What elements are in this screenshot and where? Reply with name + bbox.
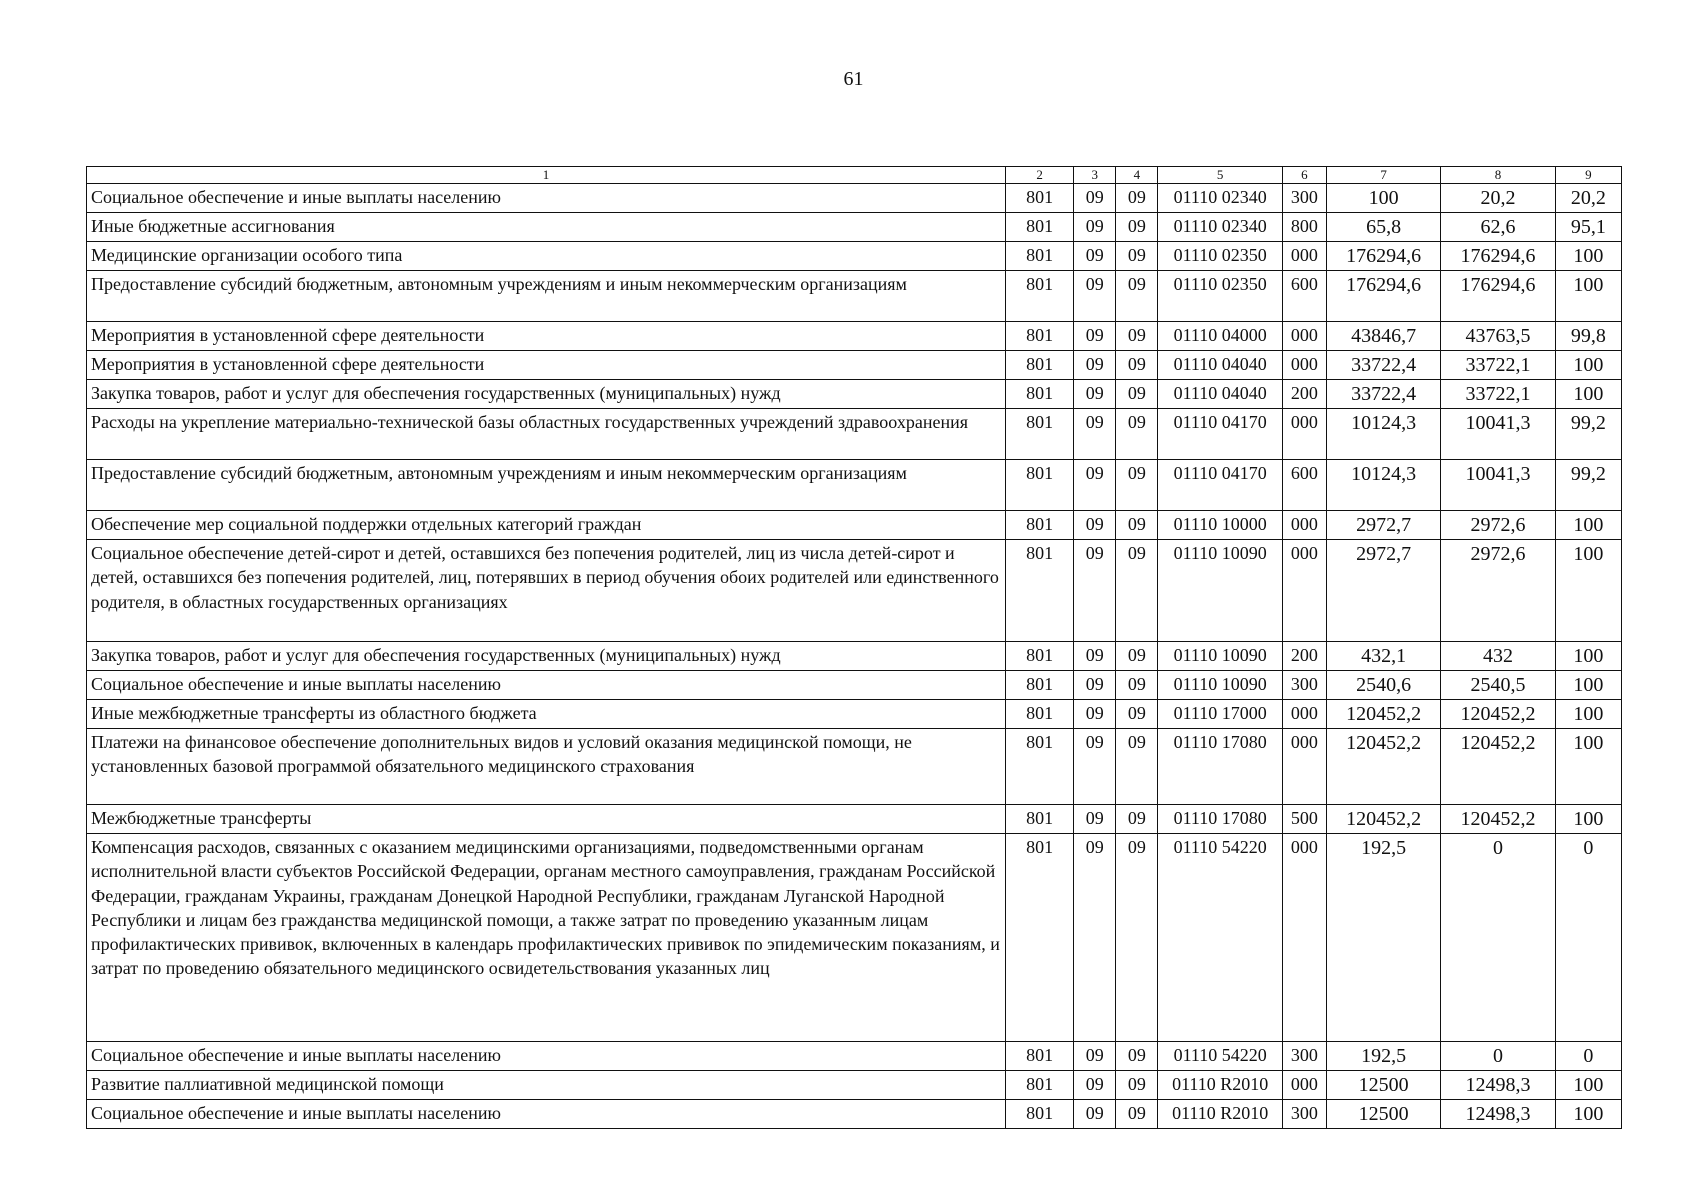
executed-amount: 43763,5 <box>1441 322 1555 351</box>
executed-amount: 62,6 <box>1441 213 1555 242</box>
page-number: 61 <box>843 68 864 90</box>
target-article-code: 01110 10090 <box>1158 642 1282 671</box>
table-row <box>87 271 1622 322</box>
planned-amount: 192,5 <box>1326 1042 1440 1071</box>
subsection-code: 09 <box>1116 671 1158 700</box>
chapter-code: 801 <box>1005 540 1073 642</box>
row-name: Обеспечение мер социальной поддержки отдельных категорий граждан <box>87 511 1006 540</box>
target-article-code: 01110 10000 <box>1158 511 1282 540</box>
chapter-code: 801 <box>1005 1100 1073 1129</box>
execution-percent: 99,8 <box>1555 322 1621 351</box>
chapter-code: 801 <box>1005 671 1073 700</box>
planned-amount: 2540,6 <box>1326 671 1440 700</box>
planned-amount: 12500 <box>1326 1071 1440 1100</box>
target-article-code: 01110 04040 <box>1158 380 1282 409</box>
expense-type-code: 200 <box>1282 642 1326 671</box>
execution-percent: 100 <box>1555 540 1621 642</box>
section-code: 09 <box>1074 184 1116 213</box>
subsection-code: 09 <box>1116 380 1158 409</box>
section-code: 09 <box>1074 1071 1116 1100</box>
planned-amount: 120452,2 <box>1326 729 1440 805</box>
section-code: 09 <box>1074 642 1116 671</box>
subsection-code: 09 <box>1116 242 1158 271</box>
section-code: 09 <box>1074 540 1116 642</box>
row-name: Компенсация расходов, связанных с оказанием медицинскими организациями, подведомственными органам исполнительной власти субъектов Российской Федерации, органам местного самоуправления, гражданам Российской Федерации, гражданам Украины, гражданам Донецкой Народной Республики, гражданам Луганской Народной Республики и лицам без гражданства медицинской помощи, а также затрат по проведению указанным лицам профилактических прививок, включенных в календарь профилактических прививок по эпидемическим показаниям, и затрат по проведению обязательного медицинского освидетельствования указанных лиц <box>87 834 1006 1042</box>
section-code: 09 <box>1074 511 1116 540</box>
subsection-code: 09 <box>1116 213 1158 242</box>
chapter-code: 801 <box>1005 729 1073 805</box>
target-article-code: 01110 10090 <box>1158 671 1282 700</box>
execution-percent: 100 <box>1555 642 1621 671</box>
expense-type-code: 000 <box>1282 1071 1326 1100</box>
execution-percent: 99,2 <box>1555 460 1621 511</box>
row-name: Социальное обеспечение и иные выплаты населению <box>87 671 1006 700</box>
target-article-code: 01110 10090 <box>1158 540 1282 642</box>
planned-amount: 10124,3 <box>1326 409 1440 460</box>
row-name: Социальное обеспечение и иные выплаты населению <box>87 1100 1006 1129</box>
subsection-code: 09 <box>1116 642 1158 671</box>
execution-percent: 100 <box>1555 1100 1621 1129</box>
subsection-code: 09 <box>1116 834 1158 1042</box>
row-name: Развитие паллиативной медицинской помощи <box>87 1071 1006 1100</box>
executed-amount: 0 <box>1441 1042 1555 1071</box>
row-name: Социальное обеспечение и иные выплаты населению <box>87 184 1006 213</box>
section-code: 09 <box>1074 351 1116 380</box>
chapter-code: 801 <box>1005 242 1073 271</box>
execution-percent: 100 <box>1555 271 1621 322</box>
subsection-code: 09 <box>1116 460 1158 511</box>
planned-amount: 10124,3 <box>1326 460 1440 511</box>
executed-amount: 10041,3 <box>1441 460 1555 511</box>
table-row <box>87 700 1622 729</box>
table-row <box>87 671 1622 700</box>
row-name: Медицинские организации особого типа <box>87 242 1006 271</box>
chapter-code: 801 <box>1005 460 1073 511</box>
chapter-code: 801 <box>1005 805 1073 834</box>
budget-table <box>86 166 1622 1129</box>
chapter-code: 801 <box>1005 511 1073 540</box>
execution-percent: 100 <box>1555 805 1621 834</box>
planned-amount: 33722,4 <box>1326 351 1440 380</box>
table-row <box>87 1100 1622 1129</box>
chapter-code: 801 <box>1005 213 1073 242</box>
section-code: 09 <box>1074 1042 1116 1071</box>
subsection-code: 09 <box>1116 1071 1158 1100</box>
executed-amount: 2972,6 <box>1441 511 1555 540</box>
table-row <box>87 1071 1622 1100</box>
subsection-code: 09 <box>1116 351 1158 380</box>
section-code: 09 <box>1074 460 1116 511</box>
expense-type-code: 000 <box>1282 409 1326 460</box>
execution-percent: 0 <box>1555 834 1621 1042</box>
table-row <box>87 834 1622 1042</box>
execution-percent: 20,2 <box>1555 184 1621 213</box>
chapter-code: 801 <box>1005 642 1073 671</box>
executed-amount: 120452,2 <box>1441 805 1555 834</box>
chapter-code: 801 <box>1005 1042 1073 1071</box>
row-name: Межбюджетные трансферты <box>87 805 1006 834</box>
expense-type-code: 000 <box>1282 729 1326 805</box>
target-article-code: 01110 04000 <box>1158 322 1282 351</box>
execution-percent: 100 <box>1555 351 1621 380</box>
target-article-code: 01110 R2010 <box>1158 1100 1282 1129</box>
column-header: 5 <box>1158 167 1282 184</box>
expense-type-code: 200 <box>1282 380 1326 409</box>
planned-amount: 2972,7 <box>1326 540 1440 642</box>
chapter-code: 801 <box>1005 409 1073 460</box>
execution-percent: 100 <box>1555 700 1621 729</box>
executed-amount: 120452,2 <box>1441 729 1555 805</box>
row-name: Социальное обеспечение детей-сирот и детей, оставшихся без попечения родителей, лиц из числа детей-сирот и детей, оставшихся без попечения родителей, лиц, потерявших в период обучения обоих родителей или единственного родителя, в областных государственных организациях <box>87 540 1006 642</box>
expense-type-code: 600 <box>1282 271 1326 322</box>
executed-amount: 33722,1 <box>1441 351 1555 380</box>
subsection-code: 09 <box>1116 805 1158 834</box>
expense-type-code: 300 <box>1282 1042 1326 1071</box>
expense-type-code: 000 <box>1282 351 1326 380</box>
row-name: Расходы на укрепление материально-технической базы областных государственных учреждений здравоохранения <box>87 409 1006 460</box>
table-row <box>87 213 1622 242</box>
target-article-code: 01110 17000 <box>1158 700 1282 729</box>
executed-amount: 10041,3 <box>1441 409 1555 460</box>
executed-amount: 12498,3 <box>1441 1100 1555 1129</box>
subsection-code: 09 <box>1116 409 1158 460</box>
execution-percent: 100 <box>1555 511 1621 540</box>
expense-type-code: 000 <box>1282 242 1326 271</box>
subsection-code: 09 <box>1116 271 1158 322</box>
target-article-code: 01110 04040 <box>1158 351 1282 380</box>
table-row <box>87 184 1622 213</box>
table-row <box>87 242 1622 271</box>
expense-type-code: 300 <box>1282 184 1326 213</box>
chapter-code: 801 <box>1005 351 1073 380</box>
column-header: 7 <box>1326 167 1440 184</box>
planned-amount: 432,1 <box>1326 642 1440 671</box>
expense-type-code: 300 <box>1282 1100 1326 1129</box>
planned-amount: 100 <box>1326 184 1440 213</box>
row-name: Закупка товаров, работ и услуг для обеспечения государственных (муниципальных) нужд <box>87 380 1006 409</box>
table-row <box>87 805 1622 834</box>
row-name: Иные межбюджетные трансферты из областного бюджета <box>87 700 1006 729</box>
subsection-code: 09 <box>1116 700 1158 729</box>
target-article-code: 01110 54220 <box>1158 1042 1282 1071</box>
row-name: Предоставление субсидий бюджетным, автономным учреждениям и иным некоммерческим организациям <box>87 460 1006 511</box>
column-header: 3 <box>1074 167 1116 184</box>
section-code: 09 <box>1074 700 1116 729</box>
subsection-code: 09 <box>1116 322 1158 351</box>
executed-amount: 120452,2 <box>1441 700 1555 729</box>
target-article-code: 01110 02340 <box>1158 184 1282 213</box>
expense-type-code: 000 <box>1282 511 1326 540</box>
expense-type-code: 500 <box>1282 805 1326 834</box>
chapter-code: 801 <box>1005 322 1073 351</box>
table-row <box>87 460 1622 511</box>
table-row <box>87 322 1622 351</box>
section-code: 09 <box>1074 671 1116 700</box>
section-code: 09 <box>1074 805 1116 834</box>
section-code: 09 <box>1074 242 1116 271</box>
execution-percent: 0 <box>1555 1042 1621 1071</box>
subsection-code: 09 <box>1116 540 1158 642</box>
section-code: 09 <box>1074 1100 1116 1129</box>
table-header-row <box>87 167 1622 184</box>
table-row <box>87 511 1622 540</box>
subsection-code: 09 <box>1116 729 1158 805</box>
subsection-code: 09 <box>1116 1100 1158 1129</box>
executed-amount: 432 <box>1441 642 1555 671</box>
table-row <box>87 351 1622 380</box>
table-row <box>87 1042 1622 1071</box>
row-name: Мероприятия в установленной сфере деятельности <box>87 351 1006 380</box>
planned-amount: 192,5 <box>1326 834 1440 1042</box>
chapter-code: 801 <box>1005 271 1073 322</box>
column-header: 2 <box>1005 167 1073 184</box>
execution-percent: 100 <box>1555 242 1621 271</box>
column-header: 9 <box>1555 167 1621 184</box>
row-name: Предоставление субсидий бюджетным, автономным учреждениям и иным некоммерческим организациям <box>87 271 1006 322</box>
planned-amount: 33722,4 <box>1326 380 1440 409</box>
target-article-code: 01110 17080 <box>1158 805 1282 834</box>
planned-amount: 12500 <box>1326 1100 1440 1129</box>
column-header: 1 <box>87 167 1006 184</box>
planned-amount: 120452,2 <box>1326 805 1440 834</box>
executed-amount: 20,2 <box>1441 184 1555 213</box>
expense-type-code: 000 <box>1282 540 1326 642</box>
execution-percent: 100 <box>1555 729 1621 805</box>
target-article-code: 01110 02350 <box>1158 242 1282 271</box>
executed-amount: 176294,6 <box>1441 242 1555 271</box>
section-code: 09 <box>1074 322 1116 351</box>
section-code: 09 <box>1074 834 1116 1042</box>
subsection-code: 09 <box>1116 1042 1158 1071</box>
section-code: 09 <box>1074 380 1116 409</box>
subsection-code: 09 <box>1116 511 1158 540</box>
chapter-code: 801 <box>1005 1071 1073 1100</box>
expense-type-code: 300 <box>1282 671 1326 700</box>
expense-type-code: 000 <box>1282 700 1326 729</box>
chapter-code: 801 <box>1005 184 1073 213</box>
chapter-code: 801 <box>1005 834 1073 1042</box>
planned-amount: 43846,7 <box>1326 322 1440 351</box>
execution-percent: 95,1 <box>1555 213 1621 242</box>
executed-amount: 176294,6 <box>1441 271 1555 322</box>
target-article-code: 01110 54220 <box>1158 834 1282 1042</box>
row-name: Мероприятия в установленной сфере деятельности <box>87 322 1006 351</box>
table-row <box>87 409 1622 460</box>
planned-amount: 176294,6 <box>1326 271 1440 322</box>
table-row <box>87 380 1622 409</box>
row-name: Иные бюджетные ассигнования <box>87 213 1006 242</box>
row-name: Социальное обеспечение и иные выплаты населению <box>87 1042 1006 1071</box>
target-article-code: 01110 04170 <box>1158 460 1282 511</box>
target-article-code: 01110 17080 <box>1158 729 1282 805</box>
section-code: 09 <box>1074 213 1116 242</box>
execution-percent: 100 <box>1555 1071 1621 1100</box>
table-row <box>87 729 1622 805</box>
target-article-code: 01110 02340 <box>1158 213 1282 242</box>
planned-amount: 120452,2 <box>1326 700 1440 729</box>
executed-amount: 12498,3 <box>1441 1071 1555 1100</box>
subsection-code: 09 <box>1116 184 1158 213</box>
table-row <box>87 540 1622 642</box>
column-header: 6 <box>1282 167 1326 184</box>
target-article-code: 01110 R2010 <box>1158 1071 1282 1100</box>
expense-type-code: 000 <box>1282 834 1326 1042</box>
planned-amount: 65,8 <box>1326 213 1440 242</box>
row-name: Платежи на финансовое обеспечение дополнительных видов и условий оказания медицинской помощи, не установленных базовой программой обязательного медицинского страхования <box>87 729 1006 805</box>
section-code: 09 <box>1074 729 1116 805</box>
column-header: 4 <box>1116 167 1158 184</box>
target-article-code: 01110 04170 <box>1158 409 1282 460</box>
executed-amount: 33722,1 <box>1441 380 1555 409</box>
section-code: 09 <box>1074 271 1116 322</box>
chapter-code: 801 <box>1005 380 1073 409</box>
expense-type-code: 800 <box>1282 213 1326 242</box>
table-row <box>87 642 1622 671</box>
expense-type-code: 600 <box>1282 460 1326 511</box>
row-name: Закупка товаров, работ и услуг для обеспечения государственных (муниципальных) нужд <box>87 642 1006 671</box>
executed-amount: 0 <box>1441 834 1555 1042</box>
execution-percent: 100 <box>1555 671 1621 700</box>
section-code: 09 <box>1074 409 1116 460</box>
planned-amount: 2972,7 <box>1326 511 1440 540</box>
planned-amount: 176294,6 <box>1326 242 1440 271</box>
target-article-code: 01110 02350 <box>1158 271 1282 322</box>
executed-amount: 2540,5 <box>1441 671 1555 700</box>
executed-amount: 2972,6 <box>1441 540 1555 642</box>
execution-percent: 100 <box>1555 380 1621 409</box>
execution-percent: 99,2 <box>1555 409 1621 460</box>
chapter-code: 801 <box>1005 700 1073 729</box>
expense-type-code: 000 <box>1282 322 1326 351</box>
column-header: 8 <box>1441 167 1555 184</box>
